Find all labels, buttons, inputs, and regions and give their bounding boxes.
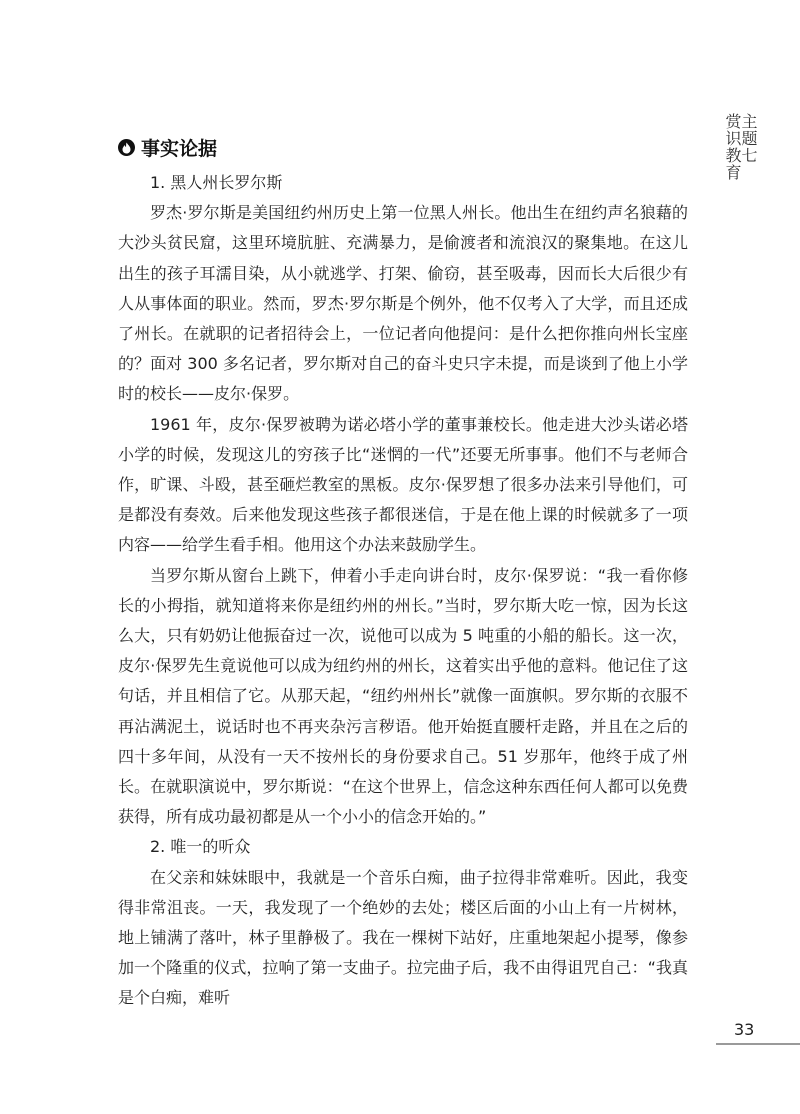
paragraph: 1961 年，皮尔·保罗被聘为诺必塔小学的董事兼校长。他走进大沙头诺必塔小学的时候，发现这儿的穷孩子比“迷惘的一代”还要无所事事。他们不与老师合作，旷课、斗殴，甚至砸烂教室的黑板。皮尔·保罗想了很多办法来引导他们，可是都没有奏效。后来他发现这些孩子都很迷信，于是在他上课的时候就多了一项内容——给学生看手相。他用这个办法来鼓励学生。 — [118, 414, 688, 555]
page-number: 33 — [734, 1020, 755, 1039]
section-title: 事实论据 — [141, 138, 218, 160]
paragraph: 在父亲和妹妹眼中，我就是一个音乐白痴，曲子拉得非常难听。因此，我变得非常沮丧。一天，我发现了一个绝妙的去处；楼区后面的小山上有一片树林，地上铺满了落叶，林子里静极了。我在一棵树下站好，庄重地架起小提琴，像参加一个隆重的仪式，拉响了第一支曲子。拉完曲子后，我不由得诅咒自己：“我真是个白痴，难听 — [118, 867, 688, 1008]
section-header — [118, 134, 217, 161]
paragraph: 罗杰·罗尔斯是美国纽约州历史上第一位黑人州长。他出生在纽约声名狼藉的大沙头贫民窟，这里环境肮脏、充满暴力，是偷渡者和流浪汉的聚集地。在这儿出生的孩子耳濡目染，从小就逃学、打架、偷窃，甚至吸毒，因而长大后很少有人从事体面的职业。然而，罗杰·罗尔斯是个例外，他不仅考入了大学，而且还成了州长。在就职的记者招待会上，一位记者向他提问：是什么把你推向州长宝座的？面对 300 多名记者，罗尔斯对自己的奋斗史只字未提，而是谈到了他上小学时的校长——皮尔·保罗。 — [118, 203, 688, 404]
paragraph: 当罗尔斯从窗台上跳下，伸着小手走向讲台时，皮尔·保罗说：“我一看你修长的小拇指，就知道将来你是纽约州的州长。”当时，罗尔斯大吃一惊，因为长这么大，只有奶奶让他振奋过一次，说他可以成为 5 吨重的小船的船长。这一次，皮尔·保罗先生竟说他可以成为纽约州的州长，这着实出乎他的意料。他记住了这句话，并且相信了它。从那天起，“纽约州州长”就像一面旗帜。罗尔斯的衣服不再沾满泥土，说话时也不再夹杂污言秽语。他开始挺直腰杆走路，并且在之后的四十多年间，从没有一天不按州长的身份要求自己。51 岁那年，他终于成了州长。在就职演说中，罗尔斯说：“在这个世界上，信念这种东西任何人都可以免费获得，所有成功最初都是从一个小小的信念开始的。” — [118, 565, 688, 827]
theme-subject: 赏识教育 — [723, 113, 742, 181]
story-heading: 2. 唯一的听众 — [150, 837, 251, 857]
page-number-rule — [716, 1043, 800, 1045]
theme-sidebar-label — [724, 113, 756, 181]
flame-icon — [118, 139, 135, 156]
story-heading: 1. 黑人州长罗尔斯 — [150, 173, 283, 192]
article-body — [118, 168, 688, 1014]
theme-number: 主题七 — [739, 113, 758, 164]
